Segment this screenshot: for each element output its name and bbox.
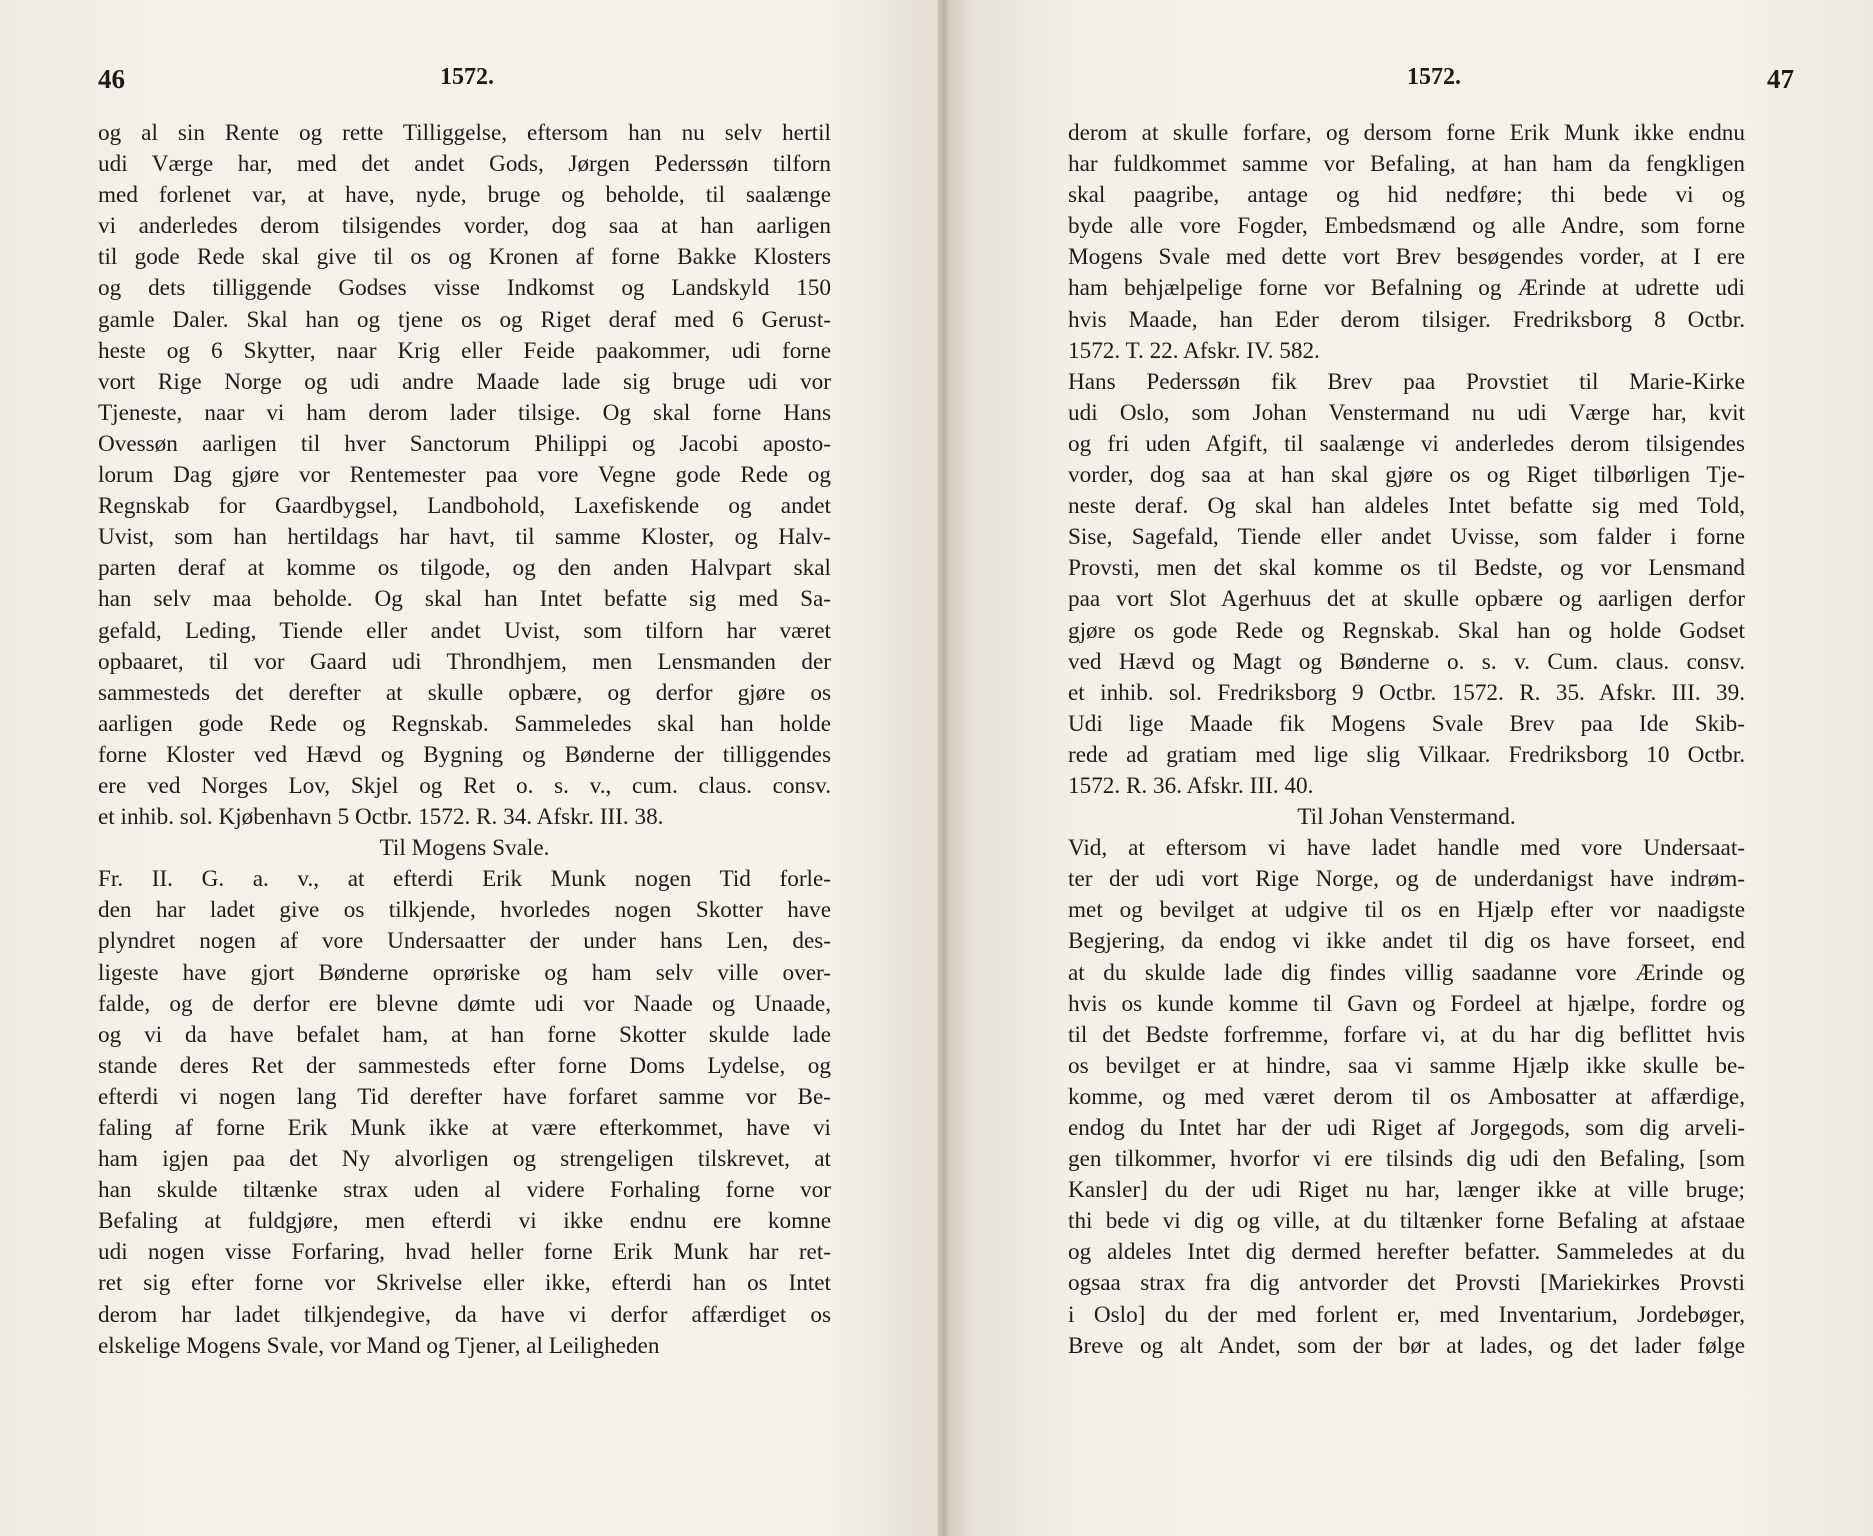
text-line: Til Mogens Svale. (379, 835, 550, 862)
text-line: gjøre os gode Rede og Regnskab. Skal han og holde Godset (1068, 617, 1745, 644)
text-line: i Oslo] du der med forlent er, med Inventarium, Jordebøger, (1068, 1301, 1745, 1328)
text-line: udi nogen visse Forfaring, hvad heller forne Erik Munk har ret- (98, 1239, 831, 1266)
text-line: Tjeneste, naar vi ham derom lader tilsige. Og skal forne Hans (98, 399, 831, 426)
text-line: aarligen gode Rede og Regnskab. Sammeledes skal han holde (98, 710, 831, 737)
text-line: stande deres Ret der sammesteds efter forne Doms Lydelse, og (98, 1052, 831, 1079)
text-line: Sise, Sagefald, Tiende eller andet Uvisse, som falder i forne (1068, 524, 1745, 551)
text-line: Mogens Svale med dette vort Brev besøgendes vorder, at I ere (1068, 244, 1745, 271)
text-line: vort Rige Norge og udi andre Maade lade sig bruge udi vor (98, 368, 831, 395)
text-line: Fr. II. G. a. v., at efterdi Erik Munk nogen Tid forle- (98, 866, 831, 893)
right-page-number: 47 (1767, 64, 1794, 94)
text-line: Breve og alt Andet, som der bør at lades, og det lader følge (1068, 1332, 1745, 1359)
text-line: forne Kloster ved Hævd og Bygning og Bønderne der tilliggendes (98, 741, 831, 768)
text-line: han skulde tiltænke strax uden al videre Forhaling forne vor (98, 1177, 831, 1204)
text-line: derom har ladet tilkjendegive, da have vi derfor affærdiget os (98, 1301, 831, 1328)
text-line: Begjering, da endog vi ikke andet til dig os have forseet, end (1068, 928, 1745, 955)
text-line: neste deraf. Og skal han aldeles Intet befatte sig med Told, (1068, 493, 1745, 520)
text-line: rede ad gratiam med lige slig Vilkaar. Fredriksborg 10 Octbr. (1068, 741, 1745, 768)
text-line: skal paagribe, antage og hid nedføre; thi bede vi og (1068, 182, 1745, 209)
text-line: gen tilkommer, hvorfor vi ere tilsinds dig udi den Befaling, [som (1068, 1146, 1745, 1173)
text-line: udi Værge har, med det andet Gods, Jørgen Pederssøn tilforn (98, 151, 831, 178)
text-line: og dets tilliggende Godses visse Indkomst og Landskyld 150 (98, 275, 831, 302)
left-page-number: 46 (98, 64, 125, 94)
text-line: sammesteds det derefter at skulle opbære, og derfor gjøre os (98, 679, 831, 706)
text-line: vorder, dog saa at han skal gjøre os og Riget tilbørligen Tje- (1068, 462, 1745, 489)
text-line: ogsaa strax fra dig antvorder det Provsti [Mariekirkes Provsti (1068, 1270, 1745, 1297)
text-line: og al sin Rente og rette Tilliggelse, eftersom han nu selv hertil (98, 120, 831, 146)
text-line: med forlenet var, at have, nyde, bruge og beholde, til saalænge (98, 182, 831, 209)
text-line: plyndret nogen af vore Undersaatter der under hans Len, des- (98, 928, 831, 955)
text-line: til gode Rede skal give til os og Kronen af forne Bakke Klosters (98, 244, 831, 271)
text-line: thi bede vi dig og ville, at du tiltænker forne Befaling at afstaae (1068, 1208, 1745, 1235)
text-line: komme, og med været derom til os Ambosatter at affærdige, (1068, 1083, 1745, 1110)
text-line: derom at skulle forfare, og dersom forne Erik Munk ikke endnu (1068, 120, 1745, 146)
right-page (945, 0, 1873, 1536)
text-line: parten deraf at komme os tilgode, og den anden Halvpart skal (98, 555, 831, 582)
text-line: at du skulde lade dig findes villig saadanne vore Ærinde og (1068, 959, 1745, 986)
text-line: 1572. R. 36. Afskr. III. 40. (1068, 772, 1314, 799)
text-line: elskelige Mogens Svale, vor Mand og Tjener, al Leiligheden (98, 1332, 660, 1359)
text-line: Uvist, som han hertildags har havt, til samme Kloster, og Halv- (98, 524, 831, 551)
text-line: opbaaret, til vor Gaard udi Throndhjem, men Lensmanden der (98, 648, 831, 675)
text-line: efterdi vi nogen lang Tid derefter have forfaret samme vor Be- (98, 1083, 831, 1110)
text-line: Hans Pederssøn fik Brev paa Provstiet til Marie-Kirke (1068, 368, 1745, 395)
text-line: Til Johan Venstermand. (1297, 804, 1516, 831)
text-line: Vid, at eftersom vi have ladet handle med vore Undersaat- (1068, 835, 1745, 862)
text-line: gamle Daler. Skal han og tjene os og Riget deraf med 6 Gerust- (98, 306, 831, 333)
text-line: faling af forne Erik Munk ikke at være efterkommet, have vi (98, 1115, 831, 1141)
right-year-header: 1572. (1407, 64, 1461, 90)
text-line: og vi da have befalet ham, at han forne Skotter skulde lade (98, 1021, 831, 1048)
text-line: os bevilget er at hindre, saa vi samme Hjælp ikke skulle be- (1068, 1052, 1745, 1079)
text-line: hvis Maade, han Eder derom tilsiger. Fredriksborg 8 Octbr. (1068, 306, 1745, 333)
text-line: Kansler] du der udi Riget nu har, længer ikke at ville bruge; (1068, 1177, 1745, 1204)
right-page-text (1068, 118, 1745, 1362)
text-line: ham igjen paa det Ny alvorligen og strengeligen tilskrevet, at (98, 1146, 831, 1173)
text-line: met og bevilget at udgive til os en Hjælp efter vor naadigste (1068, 897, 1745, 924)
text-line: 1572. T. 22. Afskr. IV. 582. (1068, 337, 1320, 364)
text-line: ved Hævd og Magt og Bønderne o. s. v. Cum. claus. consv. (1068, 648, 1745, 675)
text-line: heste og 6 Skytter, naar Krig eller Feide paakommer, udi forne (98, 337, 831, 364)
text-line: og aldeles Intet dig dermed herefter befatter. Sammeledes at du (1068, 1239, 1745, 1266)
text-line: Befaling at fuldgjøre, men efterdi vi ikke endnu ere komne (98, 1208, 831, 1235)
left-page-text (98, 118, 831, 1362)
text-line: til det Bedste forfremme, forfare vi, at du har dig beflittet hvis (1068, 1021, 1745, 1048)
text-line: paa vort Slot Agerhuus det at skulle opbære og aarligen derfor (1068, 586, 1745, 613)
text-line: byde alle vore Fogder, Embedsmænd og alle Andre, som forne (1068, 213, 1745, 240)
left-year-header: 1572. (440, 64, 494, 90)
text-line: ere ved Norges Lov, Skjel og Ret o. s. v., cum. claus. consv. (98, 772, 831, 799)
text-line: Provsti, men det skal komme os til Bedste, og vor Lensmand (1068, 555, 1745, 582)
text-line: han selv maa beholde. Og skal han Intet befatte sig med Sa- (98, 586, 831, 613)
text-line: lorum Dag gjøre vor Rentemester paa vore Vegne gode Rede og (98, 462, 831, 489)
text-line: et inhib. sol. Fredriksborg 9 Octbr. 1572. R. 35. Afskr. III. 39. (1068, 679, 1745, 706)
text-line: endog du Intet har der udi Riget af Jorgegods, som dig arveli- (1068, 1115, 1745, 1141)
text-line: et inhib. sol. Kjøbenhavn 5 Octbr. 1572. R. 34. Afskr. III. 38. (98, 804, 664, 831)
text-line: Ovessøn aarligen til hver Sanctorum Philippi og Jacobi aposto- (98, 430, 831, 457)
text-line: Regnskab for Gaardbygsel, Landbohold, Laxefiskende og andet (98, 493, 831, 520)
text-line: ret sig efter forne vor Skrivelse eller ikke, efterdi han os Intet (98, 1270, 831, 1297)
text-line: den har ladet give os tilkjende, hvorledes nogen Skotter have (98, 897, 831, 924)
text-line: hvis os kunde komme til Gavn og Fordeel at hjælpe, fordre og (1068, 990, 1745, 1017)
text-line: gefald, Leding, Tiende eller andet Uvist, som tilforn har været (98, 617, 831, 644)
text-line: og fri uden Afgift, til saalænge vi anderledes derom tilsigendes (1068, 430, 1745, 457)
text-line: ligeste have gjort Bønderne oprøriske og ham selv ville over- (98, 959, 831, 986)
text-line: udi Oslo, som Johan Venstermand nu udi Værge har, kvit (1068, 399, 1745, 426)
text-line: ter der udi vort Rige Norge, og de underdanigst have indrøm- (1068, 866, 1745, 893)
text-line: Udi lige Maade fik Mogens Svale Brev paa Ide Skib- (1068, 710, 1745, 737)
text-line: vi anderledes derom tilsigendes vorder, dog saa at han aarligen (98, 213, 831, 240)
text-line: har fuldkommet samme vor Befaling, at han ham da fengkligen (1068, 151, 1745, 178)
text-line: ham behjælpelige forne vor Befalning og Ærinde at udrette udi (1068, 275, 1745, 302)
text-line: falde, og de derfor ere blevne dømte udi vor Naade og Unaade, (98, 990, 831, 1017)
